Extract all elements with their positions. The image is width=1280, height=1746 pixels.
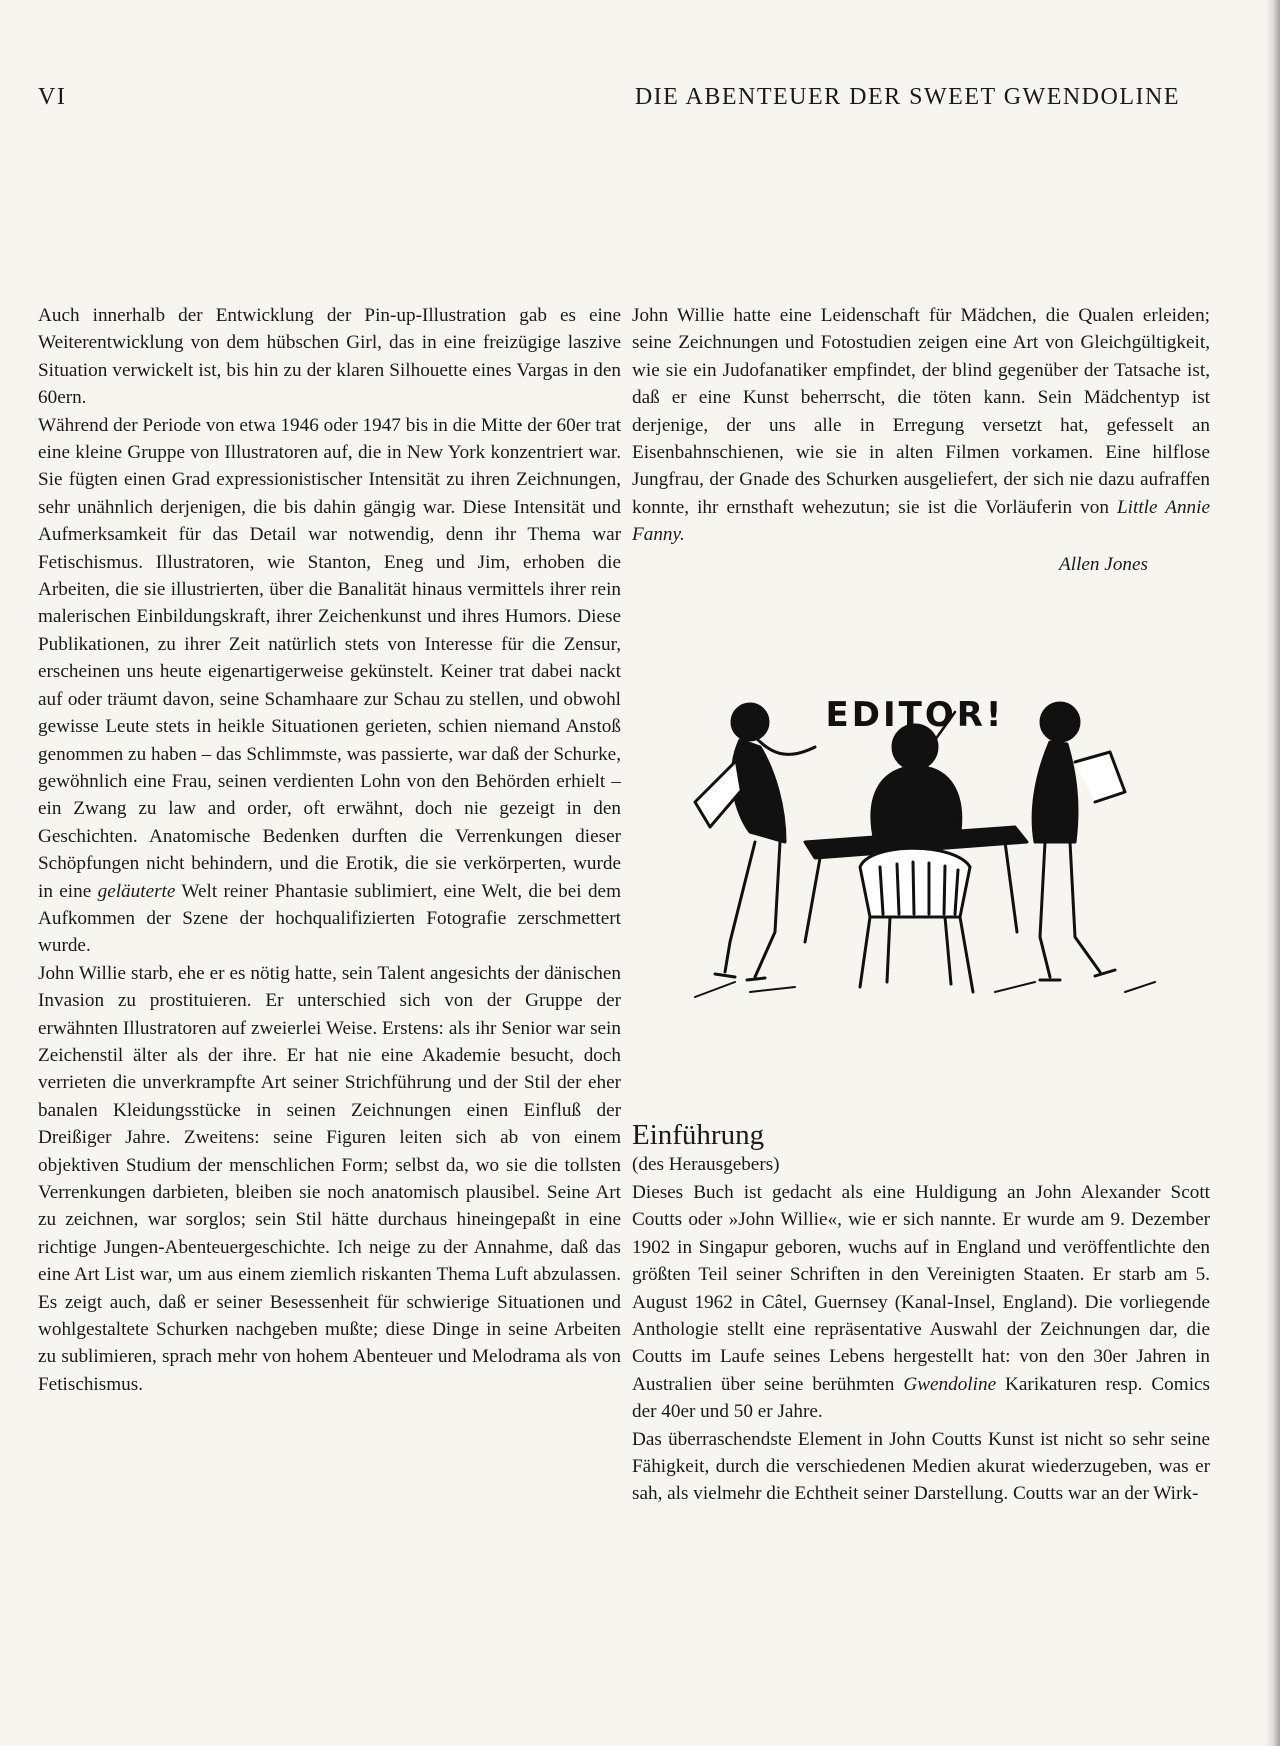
- author-signature: Allen Jones: [1059, 553, 1148, 575]
- left-column: [38, 302, 621, 1398]
- paragraph: Dieses Buch ist gedacht als eine Huldigung an John Alexander Scott Coutts oder »John Willie«, wie er sich nannte. Er wurde am 9. Dezember 1902 in Singapur geboren, wuchs auf in England und veröffentlichte den größten Teil seiner Schriften in den Vereinigten Staaten. Er starb am 5. August 1962 in Câtel, Guernsey (Kanal-Insel, England). Die vorliegende Anthologie stellt eine repräsentative Auswahl der Zeichnungen dar, die Coutts im Laufe seines Lebens hergestellt hat: von den 30er Jahren in Australien über seine berühmten Gwendoline Karikaturen resp. Comics der 40er und 50 er Jahre.: [632, 1182, 1211, 1423]
- introduction-section: [632, 1118, 1210, 1508]
- paragraph: Auch innerhalb der Entwicklung der Pin-up-Illustration gab es eine Weiterentwicklung von dem hübschen Girl, das in eine freizügige laszive Situation verwickelt ist, bis hin zu der klaren Silhouette eines Vargas in den 60ern.: [38, 305, 621, 409]
- section-body: [632, 1179, 1210, 1508]
- section-heading: Einführung: [632, 1119, 765, 1151]
- italic-title: Gwendoline: [903, 1373, 997, 1395]
- page-number: VI: [38, 84, 67, 110]
- section-subheading: (des Herausgebers): [632, 1154, 780, 1175]
- italic-word: geläuterte: [97, 880, 176, 902]
- right-column: [632, 302, 1210, 578]
- page-edge-shadow: [1266, 0, 1280, 1746]
- italic-title: Little Annie Fanny.: [632, 496, 1211, 546]
- cartoon-caption: EDITOR!: [825, 695, 1005, 735]
- paragraph: John Willie starb, ehe er es nötig hatte, sein Talent angesichts der dänischen Invasion zu prostituieren. Er unterschied sich von der Gruppe der erwähnten Illustratoren auf zweierlei Weise. Erstens: als ihr Senior war sein Zeichenstil älter als der ihre. Er hat nie eine Akademie besucht, doch verrieten die unverkrampfte Art seiner Strichführung und der Stil der eher banalen Kleidungsstücke in seinen Zeichnungen einen Einfluß der Dreißiger Jahre. Zweitens: seine Figuren leiten sich ab von einem objektiven Studium der menschlichen Form; selbst da, wo sie die tollsten Verrenkungen darbieten, bleiben sie noch anatomisch plausibel. Seine Art zu zeichnen, war sorglos; sein Stil hätte durchaus hineingepaßt in eine richtige Jungen-Abenteuergeschichte. Ich neige zu der Annahme, daß das eine Art List war, um aus einem ziemlich riskanten Thema Luft abzulassen. Es zeigt auch, daß er seiner Besessenheit für schwierige Situationen und wohlgestaltete Schurken nachgeben mußte; diese Dinge in seine Arbeiten zu sublimieren, sprach mehr von hohem Abenteuer und Melodrama als von Fetischismus.: [38, 962, 621, 1395]
- paragraph: John Willie hatte eine Leidenschaft für Mädchen, die Qualen erleiden; seine Zeichnungen und Fotostudien zeigen eine Art von Gleichgültigkeit, wie sie ein Judofanatiker empfindet, der blind gegenüber der Tatsache ist, daß er eine Kunst beherrscht, die töten kann. Sein Mädchentyp ist derjenige, der uns alle in Erregung versetzt hat, gefesselt an Eisenbahnschienen, wie sie in alten Filmen vorkamen. Eine hilflose Jungfrau, der Gnade des Schurken ausgeliefert, der sich nie dazu aufraffen konnte, ihr ernsthaft wehezutun; sie ist die Vorläuferin von Little Annie Fanny.: [632, 305, 1211, 546]
- running-title: DIE ABENTEUER DER SWEET GWENDOLINE: [634, 84, 1180, 110]
- paragraph: Das überraschendste Element in John Coutts Kunst ist nicht so sehr seine Fähigkeit, durch die verschiedenen Medien akurat wiederzugeben, was er sah, als vielmehr die Echtheit seiner Darstellung. Coutts war an der Wirk-: [632, 1428, 1210, 1505]
- paragraph: Während der Periode von etwa 1946 oder 1947 bis in die Mitte der 60er trat eine kleine Gruppe von Illustratoren auf, die in New York konzentriert war. Sie fügten einen Grad expressionistischer Intensität zu ihren Zeichnungen, sehr unähnlich derjenigen, die bis dahin gängig war. Diese Intensität und Aufmerksamkeit für das Detail war notwendig, denn ihr Thema war Fetischismus. Illustratoren, wie Stanton, Eneg und Jim, erhoben die Arbeiten, die sie illustrierten, über die Banalität hinaus vermittels ihrer rein malerischen Einbildungskraft, ihrer Zeichenkunst und ihres Humors. Diese Publikationen, zu ihrer Zeit natürlich stets von Interesse für die Zensur, erscheinen uns heute eigenartigerweise gekünstelt. Keiner trat dabei nackt auf oder träumt davon, seine Schamhaare zur Schau zu stellen, und obwohl gewisse Leute stets in heikle Situationen gerieten, schien niemand Anstoß genommen zu haben – das Schlimmste, was passierte, war daß der Schurke, gewöhnlich eine Frau, seinen verdienten Lohn von den Behörden erhielt – ein Zwang zu law and order, oft erwähnt, doch nie gezeigt in den Geschichten. Anatomische Bedenken durften die Verrenkungen dieser Schöpfungen nicht behindern, und die Erotik, die sie verkörperten, wurde in eine geläuterte Welt reiner Phantasie sublimiert, eine Welt, die bei dem Aufkommen der Szene der hochqualifizierten Fotografie zerschmettert wurde.: [38, 414, 621, 957]
- editor-cartoon-illustration: [655, 692, 1175, 1006]
